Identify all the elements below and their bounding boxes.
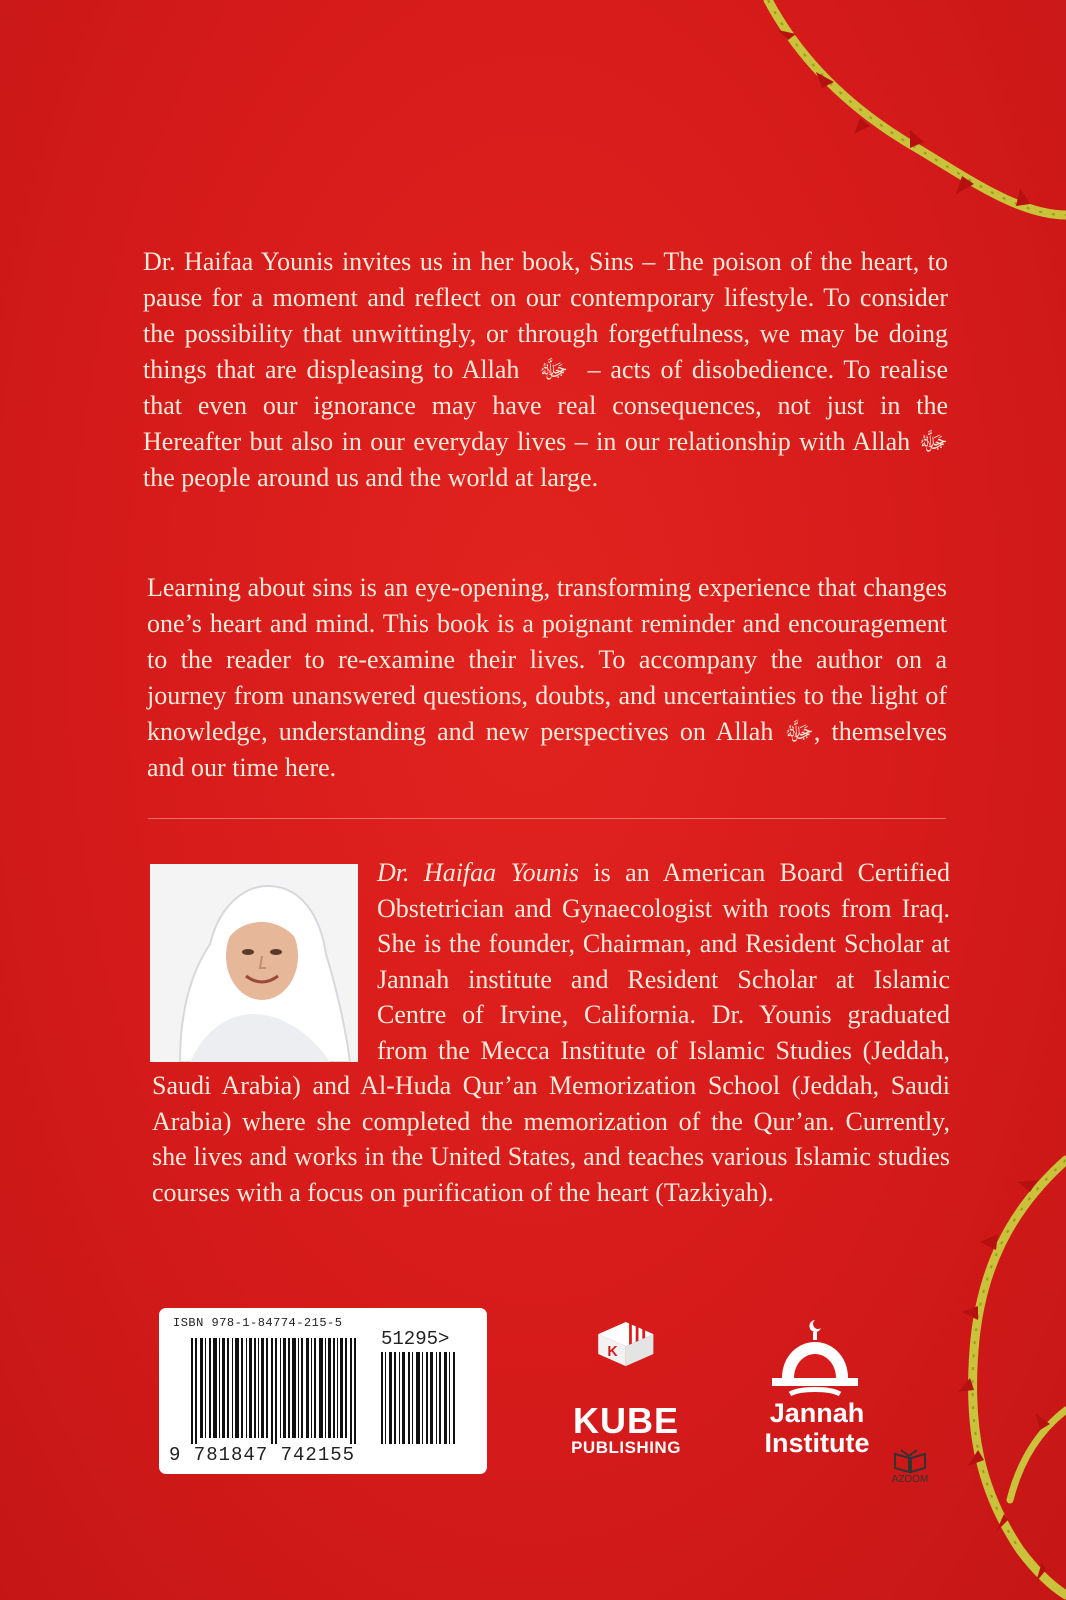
price-code: 51295>	[381, 1328, 450, 1350]
ean-digits: 9 781847 742155	[169, 1444, 356, 1466]
section-divider	[148, 818, 946, 819]
thorn-vine-top-right	[740, 0, 1066, 240]
isbn-number: ISBN 978-1-84774-215-5	[173, 1316, 343, 1330]
jannah-institute-name	[742, 1398, 892, 1458]
blurb-paragraph-1: Dr. Haifaa Younis invites us in her book, Sins – The poison of the heart, to pause for a moment and reflect on our contemporary lifestyle. To consider the possibility that unwittingly, or through forgetfulness, we may be doing things that are displeasing to Allah ﷻ – acts of disobedience. To realise that even our ignorance may have real consequences, not just in the Hereafter but also in our everyday lives – in our relationship with Allah ﷻ the people around us and the world at large.	[143, 247, 948, 492]
kube-subtitle: PUBLISHING	[571, 1438, 681, 1457]
azoom-watermark: AZOOM	[891, 1474, 929, 1485]
author-bio	[152, 855, 950, 1210]
isbn-barcode	[159, 1308, 487, 1474]
jannah-line-1: Jannah	[769, 1398, 865, 1428]
blurb-paragraph-2: Learning about sins is an eye-opening, transforming experience that changes one’s heart and mind. This book is a poignant reminder and encouragement to the reader to re-examine their lives. To accompany the author on a journey from unanswered questions, doubts, and uncertainties to the light of knowledge, understanding and new perspectives on Allah ﷻ, themselves and our time here.	[147, 573, 947, 782]
book-icon	[893, 1448, 927, 1474]
kube-logo-icon	[568, 1322, 683, 1402]
jannah-line-2: Institute	[764, 1428, 870, 1458]
price-barcode-bars	[381, 1352, 471, 1444]
jannah-mosque-icon	[760, 1318, 870, 1408]
author-name: Dr. Haifaa Younis	[377, 858, 579, 887]
ean-barcode-bars	[191, 1338, 371, 1444]
kube-k-mark: K	[607, 1344, 618, 1361]
author-bio-text: is an American Board Certified Obstetrician and Gynaecologist with roots from Iraq. She is the founder, Chairman, and Resident Scholar at Jannah institute and Resident Scholar at Islamic Centre of Irvine, California. Dr. Younis graduated from the Mecca Institute of Islamic Studies (Jeddah, Saudi Arabia) and Al-Huda Qur’an Memorization School (Jeddah, Saudi Arabia) where she completed the memorization of the Qur’an. Currently, she lives and works in the United States, and teaches various Islamic studies courses with a focus on purification of the heart (Tazkiyah).	[152, 858, 950, 1207]
kube-name: KUBE	[572, 1400, 679, 1441]
